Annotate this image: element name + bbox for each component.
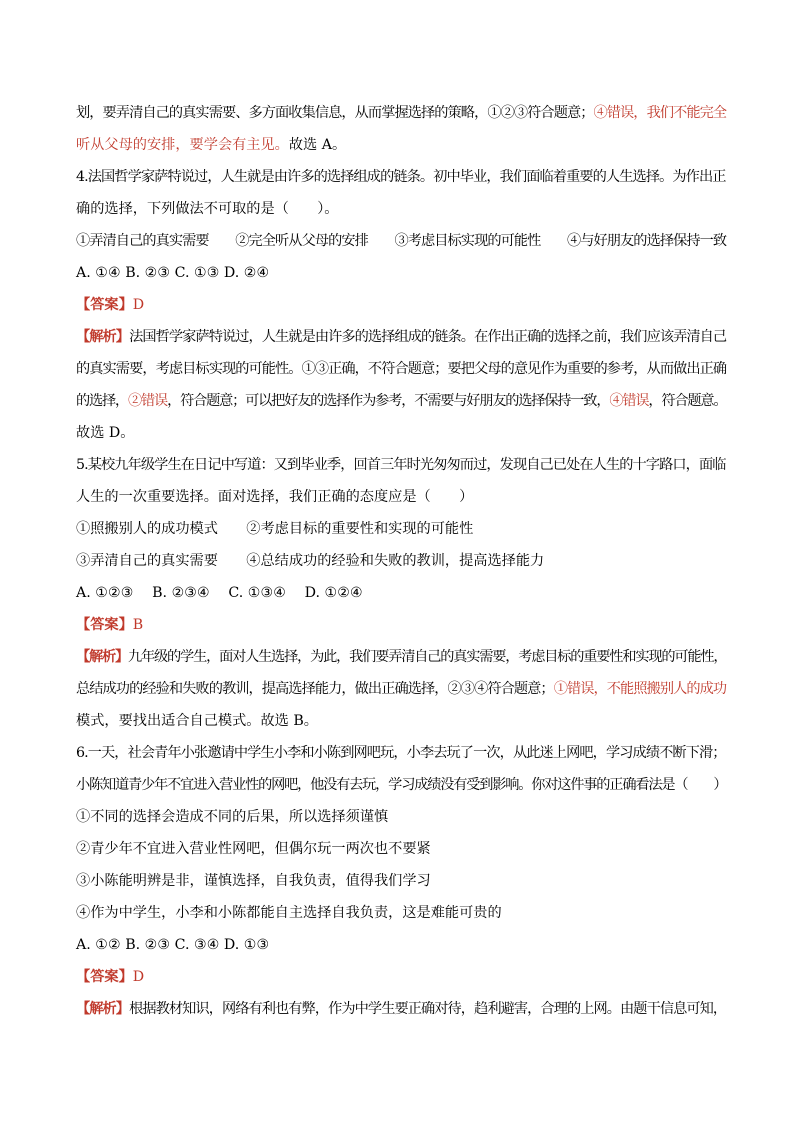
- text-span: 根据教材知识，网络有利也有弊，作为中学生要正确对待，趋利避害，合理的上网。由题干信息可知，: [129, 1001, 727, 1017]
- section-label: 【答案】: [76, 617, 133, 633]
- text-line: [76, 647, 726, 667]
- text-span: 小陈知道青少年不宜进入营业性的网吧，他没有去玩，学习成绩没有受到影响。你对这件事的正确看法是（ ）: [76, 777, 727, 793]
- text-line: [76, 359, 726, 379]
- text-line: [76, 999, 726, 1019]
- text-line: [76, 231, 726, 251]
- text-span: ①照搬别人的成功模式 ②考虑目标的重要性和实现的可能性: [76, 521, 474, 537]
- text-line: [76, 519, 726, 539]
- text-line: [76, 711, 726, 731]
- text-line: [76, 871, 726, 891]
- text-line: [76, 551, 726, 571]
- text-span: ，符合题意；可以把好友的选择作为参考，不需要与好朋友的选择保持一致，: [167, 393, 610, 409]
- text-line: [76, 839, 726, 859]
- text-span: A. ①④ B. ②③ C. ①③ D. ②④: [76, 265, 270, 281]
- text-line: [76, 615, 726, 635]
- text-line: [76, 583, 726, 603]
- text-span: ④错误，我们不能完全: [593, 105, 727, 121]
- text-line: [76, 903, 726, 923]
- text-line: [76, 743, 726, 763]
- text-span: D: [132, 297, 145, 313]
- text-span: ④作为中学生，小李和小陈都能自主选择自我负责，这是难能可贵的: [76, 905, 502, 921]
- text-span: 确的选择，下列做法不可取的是（ ）。: [76, 201, 339, 217]
- text-line: [76, 167, 726, 187]
- text-span: 总结成功的经验和失败的教训，提高选择能力，做出正确选择，②③④符合题意；: [76, 681, 554, 697]
- text-span: ②错误: [128, 393, 168, 409]
- text-span: 故选 D。: [76, 425, 135, 441]
- text-span: 听从父母的安排，要学会有主见。: [76, 137, 289, 153]
- text-line: [76, 135, 726, 155]
- text-line: [76, 967, 726, 987]
- text-line: [76, 391, 726, 411]
- text-span: 6.一天，社会青年小张邀请中学生小李和小陈到网吧玩，小李去玩了一次，从此迷上网吧，学习成绩不断下滑；: [76, 745, 726, 761]
- text-line: [76, 423, 726, 443]
- text-span: ①错误，不能照搬别人的成功: [553, 681, 727, 697]
- text-span: ①不同的选择会造成不同的后果，所以选择须谨慎: [76, 809, 389, 825]
- text-line: [76, 807, 726, 827]
- section-label: 【答案】: [76, 969, 133, 985]
- text-line: [76, 455, 726, 475]
- text-span: ，符合题意。: [648, 393, 727, 409]
- text-span: 九年级的学生，面对人生选择，为此，我们要弄清自己的真实需要，考虑目标的重要性和实现的可能性，: [128, 649, 727, 665]
- text-line: [76, 263, 726, 283]
- text-span: 4.法国哲学家萨特说过，人生就是由许多的选择组成的链条。初中毕业，我们面临着重要的人生选择。为作出正: [76, 169, 726, 185]
- text-line: [76, 487, 726, 507]
- text-span: ③弄清自己的真实需要 ④总结成功的经验和失败的教训，提高选择能力: [76, 553, 545, 569]
- section-label: 【答案】: [76, 297, 133, 313]
- text-span: A. ①② B. ②③ C. ③④ D. ①③: [76, 937, 270, 953]
- text-line: [76, 935, 726, 955]
- text-span: 的真实需要，考虑目标实现的可能性。①③正确，不符合题意；要把父母的意见作为重要的参考，从而做出正确: [76, 361, 727, 377]
- text-line: [76, 199, 726, 219]
- section-label: 【解析】: [76, 649, 129, 665]
- text-span: ②青少年不宜进入营业性网吧，但偶尔玩一两次也不要紧: [76, 841, 431, 857]
- text-line: [76, 327, 726, 347]
- text-span: 划，要弄清自己的真实需要、多方面收集信息，从而掌握选择的策略，①②③符合题意；: [76, 105, 594, 121]
- text-span: B: [132, 617, 144, 633]
- text-span: 人生的一次重要选择。面对选择，我们正确的态度应是（ ）: [76, 489, 474, 505]
- text-span: 5.某校九年级学生在日记中写道：又到毕业季，回首三年时光匆匆而过，发现自己已处在人生的十字路口，面临: [76, 457, 726, 473]
- section-label: 【解析】: [76, 1001, 130, 1017]
- text-span: ④错误: [609, 393, 649, 409]
- section-label: 【解析】: [76, 329, 130, 345]
- text-span: 的选择，: [76, 393, 129, 409]
- text-span: 法国哲学家萨特说过，人生就是由许多的选择组成的链条。在作出正确的选择之前，我们应该弄清自己: [129, 329, 727, 345]
- text-span: 模式，要找出适合自己模式。故选 B。: [76, 713, 318, 729]
- text-span: ③小陈能明辨是非，谨慎选择，自我负责，值得我们学习: [76, 873, 431, 889]
- text-span: 故选 A。: [288, 137, 347, 153]
- text-line: [76, 295, 726, 315]
- text-span: ①弄清自己的真实需要 ②完全听从父母的安排 ③考虑目标实现的可能性 ④与好朋友的选择保持一致: [76, 233, 727, 249]
- text-span: D: [132, 969, 145, 985]
- text-line: [76, 775, 726, 795]
- text-line: [76, 103, 726, 123]
- text-span: A. ①②③ B. ②③④ C. ①③④ D. ①②④: [76, 585, 363, 601]
- text-line: [76, 679, 726, 699]
